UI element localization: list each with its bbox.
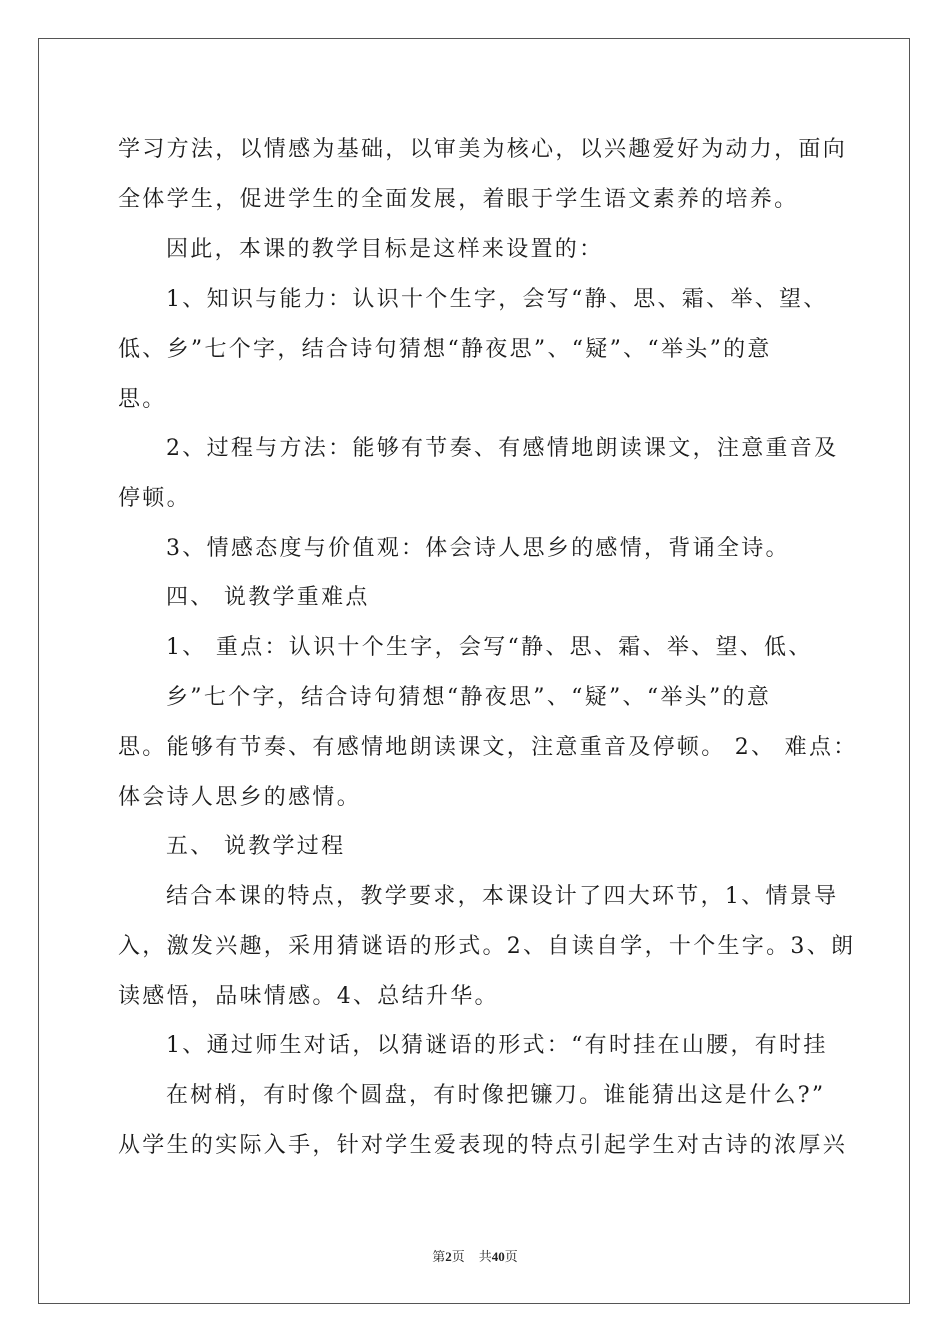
total-prefix: 共	[478, 1249, 492, 1264]
text-line: 思。	[118, 387, 167, 412]
text-line: 入，激发兴趣，采用猜谜语的形式。2、自读自学，十个生字。3、朗	[118, 934, 856, 959]
text-line: 2、过程与方法：能够有节奏、有感情地朗读课文，注意重音及	[166, 436, 839, 461]
text-line: 因此，本课的教学目标是这样来设置的：	[166, 237, 604, 262]
text-line: 学习方法，以情感为基础，以审美为核心，以兴趣爱好为动力，面向	[118, 137, 848, 162]
text-line: 1、知识与能力：认识十个生字，会写“静、思、霜、举、望、	[166, 287, 828, 312]
total-pages: 40	[491, 1249, 505, 1264]
text-line: 低、乡”七个字，结合诗句猜想“静夜思”、“疑”、“举头”的意	[118, 337, 772, 362]
text-line: 乡”七个字，结合诗句猜想“静夜思”、“疑”、“举头”的意	[166, 685, 772, 710]
text-line: 体会诗人思乡的感情。	[118, 785, 362, 810]
text-line: 1、 重点：认识十个生字，会写“静、思、霜、举、望、低、	[166, 635, 813, 660]
text-line: 1、通过师生对话，以猜谜语的形式：“有时挂在山腰，有时挂	[166, 1033, 828, 1058]
total-suffix: 页	[504, 1249, 518, 1264]
text-line: 全体学生，促进学生的全面发展，着眼于学生语文素养的培养。	[118, 187, 799, 212]
text-line: 3、情感态度与价值观：体会诗人思乡的感情，背诵全诗。	[166, 536, 790, 561]
text-line: 停顿。	[118, 486, 191, 511]
page-prefix: 第	[432, 1249, 446, 1264]
page-border	[38, 38, 910, 1304]
page-number: 2	[445, 1249, 452, 1264]
text-line: 读感悟，品味情感。4、总结升华。	[118, 984, 499, 1009]
page-suffix: 页	[451, 1249, 465, 1264]
page-footer	[0, 1249, 950, 1265]
text-line: 从学生的实际入手，针对学生爱表现的特点引起学生对古诗的浓厚兴	[118, 1133, 848, 1158]
text-line: 在树梢，有时像个圆盘，有时像把镰刀。谁能猜出这是什么?”	[166, 1083, 826, 1108]
text-line: 结合本课的特点，教学要求，本课设计了四大环节，1、情景导	[166, 884, 839, 909]
section-heading: 五、 说教学过程	[166, 834, 346, 859]
section-heading: 四、 说教学重难点	[166, 585, 370, 610]
text-line: 思。能够有节奏、有感情地朗读课文，注意重音及停顿。 2、 难点：	[118, 735, 858, 760]
